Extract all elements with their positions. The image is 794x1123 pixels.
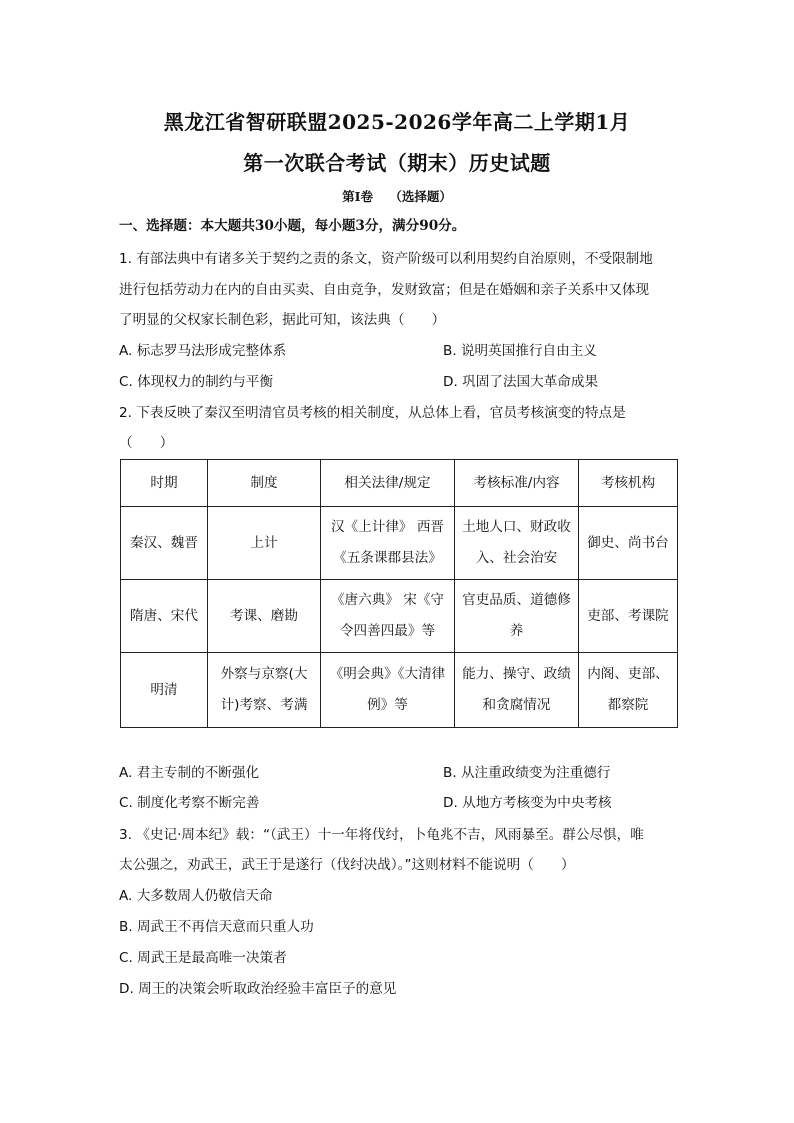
q3-option-b[interactable]: B. 周武王不再信天意而只重人功 [119,919,314,935]
table-cell: 能力、操守、政绩和贪腐情况 [455,653,579,728]
table-cell: 考课、磨勘 [208,580,321,653]
q3-line-2: 太公强之，劝武王，武王于是遂行（伐纣决战）。”这则材料不能说明（ ） [119,857,575,873]
q1-option-c[interactable]: C. 体现权力的制约与平衡 [119,374,274,390]
q2-option-a[interactable]: A. 君主专制的不断强化 [119,765,260,781]
q2-option-d[interactable]: D. 从地方考核变为中央考核 [443,795,612,811]
q1-option-a[interactable]: A. 标志罗马法形成完整体系 [119,343,287,359]
table-cell: 隋唐、宋代 [121,580,208,653]
q3-line-1: 3. 《史记·周本纪》载：“（武王）十一年将伐纣，卜龟兆不吉，风雨暴至。群公尽惧，唯 [119,827,644,843]
q3-option-a[interactable]: A. 大多数周人仍敬信天命 [119,888,273,904]
volume-heading [0,187,794,205]
q1-option-b[interactable]: B. 说明英国推行自由主义 [443,343,597,359]
table-header-cell: 相关法律/规定 [321,460,455,507]
q2-line-2: （ ） [119,435,174,451]
exam-title-line2: 第一次联合考试（期末）历史试题 [243,151,551,175]
table-cell: 上计 [208,507,321,580]
exam-title-line1: 黑龙江省智研联盟2025-2026学年高二上学期1月 [163,110,631,134]
table-header-cell: 考核机构 [579,460,678,507]
table-cell: 《明会典》《大清律例》等 [321,653,455,728]
table-header-cell: 制度 [208,460,321,507]
table-cell: 汉《上计律》 西晋《五条课郡县法》 [321,507,455,580]
q1-option-d[interactable]: D. 巩固了法国大革命成果 [443,374,599,390]
q2-line-1: 2. 下表反映了秦汉至明清官员考核的相关制度，从总体上看，官员考核演变的特点是 [119,405,626,421]
table-cell: 吏部、考课院 [579,580,678,653]
table-cell: 内阁、吏部、都察院 [579,653,678,728]
q1-line-2: 进行包括劳动力在内的自由买卖、自由竞争，发财致富；但是在婚姻和亲子关系中又体现 [119,282,650,298]
table-cell: 秦汉、魏晋 [121,507,208,580]
q1-line-3: 了明显的父权家长制色彩，据此可知，该法典（ ） [119,312,446,328]
q2-option-c[interactable]: C. 制度化考察不断完善 [119,795,260,811]
table-cell: 土地人口、财政收入、社会治安 [455,507,579,580]
q3-option-d[interactable]: D. 周王的决策会听取政治经验丰富臣子的意见 [119,981,397,997]
table-cell: 外察与京察(大计)考察、考满 [208,653,321,728]
q3-option-c[interactable]: C. 周武王是最高唯一决策者 [119,950,287,966]
official-assessment-table [120,459,678,728]
section-heading: 一、选择题：本大题共30小题，每小题3分，满分90分。 [119,218,466,234]
q2-option-b[interactable]: B. 从注重政绩变为注重德行 [443,765,611,781]
table-cell: 官吏品质、道德修养 [455,580,579,653]
table-cell: 《唐六典》 宋《守令四善四最》等 [321,580,455,653]
table-cell: 御史、尚书台 [579,507,678,580]
volume-note: （选择题） [389,189,452,204]
table-header-row [121,460,678,507]
table-row [121,580,678,653]
table-row [121,653,678,728]
table-header-cell: 时期 [121,460,208,507]
table-header-cell: 考核标准/内容 [455,460,579,507]
volume-label: 第Ⅰ卷 [342,189,373,204]
table-row [121,507,678,580]
table-cell: 明清 [121,653,208,728]
q1-line-1: 1. 有部法典中有诸多关于契约之责的条文，资产阶级可以利用契约自治原则，不受限制地 [119,251,653,267]
